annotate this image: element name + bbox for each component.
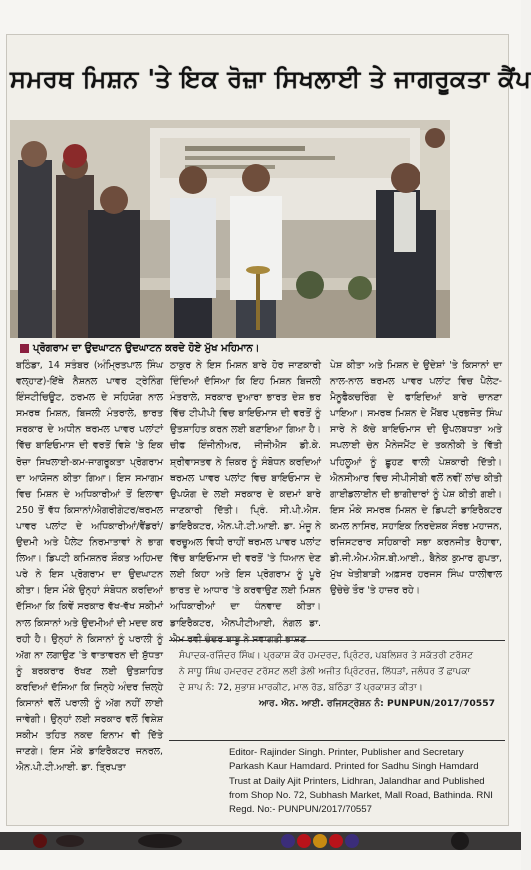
article-column-3: ਪੇਸ਼ ਕੀਤਾ ਅਤੇ ਮਿਸ਼ਨ ਦੇ ਉਦੇਸ਼ਾਂ 'ਤੇ ਕਿਸਾਨਾਂ ਦਾ ਨਾਲ-ਨਾਲ ਥਰਮਲ ਪਾਵਰ ਪਲਾਂਟ ਵਿਚ ਪੈਲੇਟ-ਮੈਨੂਫੈਕਚਰਿੰਗ ਦੇ ਫਾਇਦਿਆਂ ਬਾਰੇ ਚਾਨਣਾ ਪਾਇਆ। ਸਮਰਥ ਮਿਸ਼ਨ ਦੇ ਮੈਂਬਰ ਪ੍ਰਭਜੋਤ ਸਿੰਘ ਸਾਰੇ ਨੇ ਕੱਚੇ ਬਾਇਓਮਾਸ ਦੀ ਉਪਲਬਧਤਾ ਅਤੇ ਸਪਲਾਈ ਚੇਨ ਮੈਨੇਜਮੈਂਟ ਦੇ ਤਕਨੀਕੀ ਤੇ ਵਿੱਤੀ ਪਹਿਲੂਆਂ ਨੂੰ ਛੂਹਣ ਵਾਲੀ ਪੇਸ਼ਕਾਰੀ ਦਿੱਤੀ। ਐਨਸੀਆਰ ਵਿਚ ਸੀਪੀਸੀਬੀ ਵਲੋਂ ਨਵੀਂ ਲਾਂਚ ਕੀਤੀ ਗਾਈਡਲਾਈਨ ਦੀ ਭਾਗੀਦਾਰਾਂ ਨੂੰ ਪੇਸ਼ ਕੀਤੀ ਗਈ। ਇਸ ਮੌਕੇ ਸਮਰਥ ਮਿਸ਼ਨ ਦੇ ਡਿਪਟੀ ਡਾਇਰੈਕਟਰ ਕਮਲ ਨਾਸਿਰ, ਸਹਾਇਕ ਨਿਰਦੇਸ਼ਕ ਸੌਰਭ ਮਹਾਜਨ, ਰਜਿਸਟਰਾਰ ਸਹਿਕਾਰੀ ਸਭਾ ਕਰਨਜੀਤ ਰੈਹਾਵਾ, ਡੀ.ਜੀ.ਐਮ.ਐਸ.ਬੀ.ਆਈ., ਬੈਨੇਕ ਕੁਮਾਰ ਗੁਪਤਾ, ਮੁੱਖ ਖੇਤੀਬਾੜੀ ਅਫ਼ਸਰ ਹਰਜਸ ਸਿੰਘ ਧਾਲੀਵਾਲ ਉਚੇਚੇ ਤੌਰ 'ਤੇ ਹਾਜ਼ਰ ਰਹੇ। <box>330 360 502 597</box>
caption-marker-icon <box>20 344 29 353</box>
imprint-middle-rule <box>169 740 505 741</box>
article-column-2: ਠਾਕੁਰ ਨੇ ਇਸ ਮਿਸ਼ਨ ਬਾਰੇ ਹੋਰ ਜਾਣਕਾਰੀ ਦਿੰਦਿਆਂ ਦੱਸਿਆ ਕਿ ਇਹ ਮਿਸ਼ਨ ਬਿਜਲੀ ਮੰਤਰਾਲੇ, ਸਰਕਾਰ ਦੁਆਰਾ ਭਾਰਤ ਦੇਸ਼ ਭਰ ਵਿੱਚ ਟੀਪੀਪੀ ਵਿਚ ਬਾਇਓਮਾਸ ਦੀ ਵਰਤੋਂ ਨੂੰ ਉਤਸ਼ਾਹਿਤ ਕਰਨ ਲਈ ਬਣਾਇਆ ਗਿਆ ਹੈ। ਚੀਫ ਇੰਜੀਨੀਅਰ, ਜੀਜੀਐਸ ਡੀ.ਕੇ. ਸ਼੍ਰੀਵਾਸਤਵ ਨੇ ਜ਼ਿਕਰ ਨੂੰ ਸੰਬੋਧਨ ਕਰਦਿਆਂ ਥਰਮਲ ਪਾਵਰ ਪਲਾਂਟ ਵਿਚ ਬਾਇਓਮਾਸ ਦੇ ਉਪਯੋਗ ਦੇ ਲਈ ਸਰਕਾਰ ਦੇ ਕਦਮਾਂ ਬਾਰੇ ਜਾਣਕਾਰੀ ਦਿੱਤੀ। ਪ੍ਰਿੰ. ਸੀ.ਪੀ.ਐਸ. ਡਾਇਰੈਕਟਰ, ਐਨ.ਪੀ.ਟੀ.ਆਈ. ਡਾ. ਮੰਜੂ ਨੇ ਵਰਚੂਅਲ ਵਿਧੀ ਰਾਹੀਂ ਥਰਮਲ ਪਾਵਰ ਪਲਾਂਟ ਵਿੱਚ ਬਾਇਓਮਾਸ ਦੀ ਵਰਤੋਂ 'ਤੇ ਧਿਆਨ ਦੇਣ ਲਈ ਕਿਹਾ ਅਤੇ ਇਸ ਪ੍ਰੋਗਰਾਮ ਨੂੰ ਪੂਰੇ ਭਾਰਤ ਦੇ ਆਧਾਰ 'ਤੇ ਕਰਵਾਉਣ ਲਈ ਮਿਸ਼ਨ ਅਧਿਕਾਰੀਆਂ ਦਾ ਧੰਨਵਾਦ ਕੀਤਾ। ਡਾਇਰੈਕਟਰ, ਐਨਪੀਟੀਆਈ, ਨੰਗਲ ਡਾ. <box>170 360 321 629</box>
imprint-english: Editor- Rajinder Singh. Printer, Publisher and Secretary Parkash Kaur Hamdard. Printed for Sadhu Singh Hamdard Trust at Daily Ajit Printers, Lidhran, Jalandhar and Published from Shop No. 72, Subhash Market, Mall Road, Bathinda. RNI Regd. No:- PUNPUN/2017/70557 <box>229 747 493 816</box>
imprint-regno: ਆਰ. ਐਨ. ਆਈ. ਰਜਿਸਟ੍ਰੇਸ਼ਨ ਨੰ: PUNPUN/2017/70557 <box>259 698 495 709</box>
photo-caption <box>20 343 350 354</box>
article-headline: ਸਮਰਥ ਮਿਸ਼ਨ 'ਤੇ ਇਕ ਰੋਜ਼ਾ ਸਿਖਲਾਈ ਤੇ ਜਾਗਰੂਕਤਾ ਕੈਂਪ <box>10 64 531 93</box>
imprint-punjabi-line: ਨੇ ਸਾਧੂ ਸਿੰਘ ਹਮਦਰਦ ਟਰੱਸਟ ਲਈ ਡੇਲੀ ਅਜੀਤ ਪ੍ਰਿੰਟਰਜ਼, ਲਿੱਧੜਾਂ, ਜਲੰਧਰ ਤੋਂ ਛਾਪਕਾ <box>179 666 471 677</box>
event-photo <box>10 120 450 338</box>
publisher-imprint <box>169 640 505 816</box>
imprint-top-rule <box>169 640 505 641</box>
imprint-punjabi-line: ਸੰਪਾਦਕ-ਰਜਿੰਦਰ ਸਿੰਘ। ਪ੍ਰਕਾਸ਼ ਕੌਰ ਹਮਦਰਦ, ਪ੍ਰਿੰਟਰ, ਪਬਲਿਸ਼ਰ ਤੇ ਸਕੱਤਰੀ ਟਰੱਸਟ <box>179 650 474 661</box>
article-column-1: ਬਠਿੰਡਾ, 14 ਸਤੰਬਰ (ਅੰਮ੍ਰਿਤਪਾਲ ਸਿੰਘ ਵਲ੍ਹਾਣ)-ਇੱਥੇ ਨੈਸ਼ਨਲ ਪਾਵਰ ਟ੍ਰੇਨਿੰਗ ਇੰਸਟੀਚਿਊਟ, ਠਰਮਲ ਦੇ ਸਹਿਯੋਗ ਨਾਲ ਸਮਰਥ ਮਿਸ਼ਨ, ਬਿਜਲੀ ਮੰਤਰਾਲੇ, ਭਾਰਤ ਸਰਕਾਰ ਦੇ ਅਧੀਨ ਥਰਮਲ ਪਾਵਰ ਪਲਾਂਟਾਂ ਵਿੱਚ ਬਾਇਓਮਾਸ ਦੀ ਵਰਤੋਂ ਵਿਸ਼ੇ 'ਤੇ ਇਕ ਰੋਜ਼ਾ ਸਿਖਲਾਈ-ਕਮ-ਜਾਗਰੂਕਤਾ ਪ੍ਰੋਗਰਾਮ ਦਾ ਆਯੋਜਨ ਕੀਤਾ ਗਿਆ। ਇਸ ਸਮਾਗਮ ਵਿਚ ਮਿਸ਼ਨ ਦੇ ਅਧਿਕਾਰੀਆਂ ਤੋਂ ਇਲਾਵਾ 250 ਤੋਂ ਵੱਧ ਕਿਸਾਨਾਂ/ਐਗਰੀਗੇਟਰ/ਥਰਮਲ ਪਾਵਰ ਪਲਾਂਟ ਦੇ ਅਧਿਕਾਰੀਆਂ/ਵੈਂਡਰਾਂ/ਉਦਮੀ ਅਤੇ ਪੈਲੇਟ ਨਿਰਮਾਤਾਵਾਂ ਨੇ ਭਾਗ ਲਿਆ। ਡਿਪਟੀ ਕਮਿਸ਼ਨਰ ਸ਼ੌਕਤ ਅਹਿਮਦ ਪਰੇ ਨੇ ਇਸ ਪ੍ਰੋਗਰਾਮ ਦਾ ਉਦਘਾਟਨ ਕੀਤਾ। ਇਸ ਮੌਕੇ ਉਨ੍ਹਾਂ ਸੰਬੋਧਨ ਕਰਦਿਆਂ ਦੱਸਿਆ ਕਿ ਕਿਵੇਂ ਸਰਕਾਰ ਵੱਖ-ਵੱਖ ਸਕੀਮਾਂ ਨਾਲ ਕਿਸਾਨਾਂ ਅਤੇ ਉਦਮੀਆਂ ਦੀ ਮਦਦ ਕਰ ਰਹੀ ਹੈ। ਉਨ੍ਹਾਂ ਨੇ ਕਿਸਾਨਾਂ ਨੂੰ ਪਰਾਲੀ ਨੂੰ ਅੱਗ ਨਾ ਲਗਾਉਣ 'ਤੇ ਵਾਤਾਵਰਨ ਦੀ ਸ਼ੁੱਧਤਾ ਨੂੰ ਬਰਕਰਾਰ ਰੱਖਣ ਲਈ ਉਤਸ਼ਾਹਿਤ ਕਰਦਿਆਂ ਦੱਸਿਆ ਕਿ ਜਿਨ੍ਹੇ ਅੰਦਰ ਜ਼ਿਲ੍ਹੇ ਕਿਸਾਨਾਂ ਵਲੋਂ ਪਰਾਲੀ ਨੂੰ ਅੱਗ ਨਹੀਂ ਲਾਈ ਜਾਵੇਗੀ। ਉਨ੍ਹਾਂ ਲਈ ਸਰਕਾਰ ਵਲੋਂ ਵਿਸ਼ੇਸ਼ ਸਕੀਮ ਤਹਿਤ ਨਕਦ ਇਨਾਮ ਵੀ ਦਿੱਤੇ ਜਾਣਗੇ। ਇਸ ਮੌਕੇ ਡਾਇਰੈਕਟਰ ਜਨਰਲ, ਐਨ.ਪੀ.ਟੀ.ਆਈ. ਡਾ. ਤ੍ਰਿਪਤਾ <box>16 360 163 774</box>
imprint-punjabi <box>179 648 501 712</box>
imprint-punjabi-line: ਦੇ ਸ਼ਾਪ ਨੰ: 72, ਸੁਭਾਸ਼ ਮਾਰਕੀਟ, ਮਾਲ ਰੋਡ, ਬਠਿੰਡਾ ਤੋਂ ਪ੍ਰਕਾਸ਼ਤ ਕੀਤਾ। <box>179 682 423 693</box>
photo-caption-text: ਪ੍ਰੋਗਰਾਮ ਦਾ ਉਦਘਾਟਨ ਉਦਘਾਟਨ ਕਰਦੇ ਹੋਏ ਮੁੱਖ ਮਹਿਮਾਨ। <box>33 343 260 354</box>
scan-border-strip <box>0 826 521 856</box>
